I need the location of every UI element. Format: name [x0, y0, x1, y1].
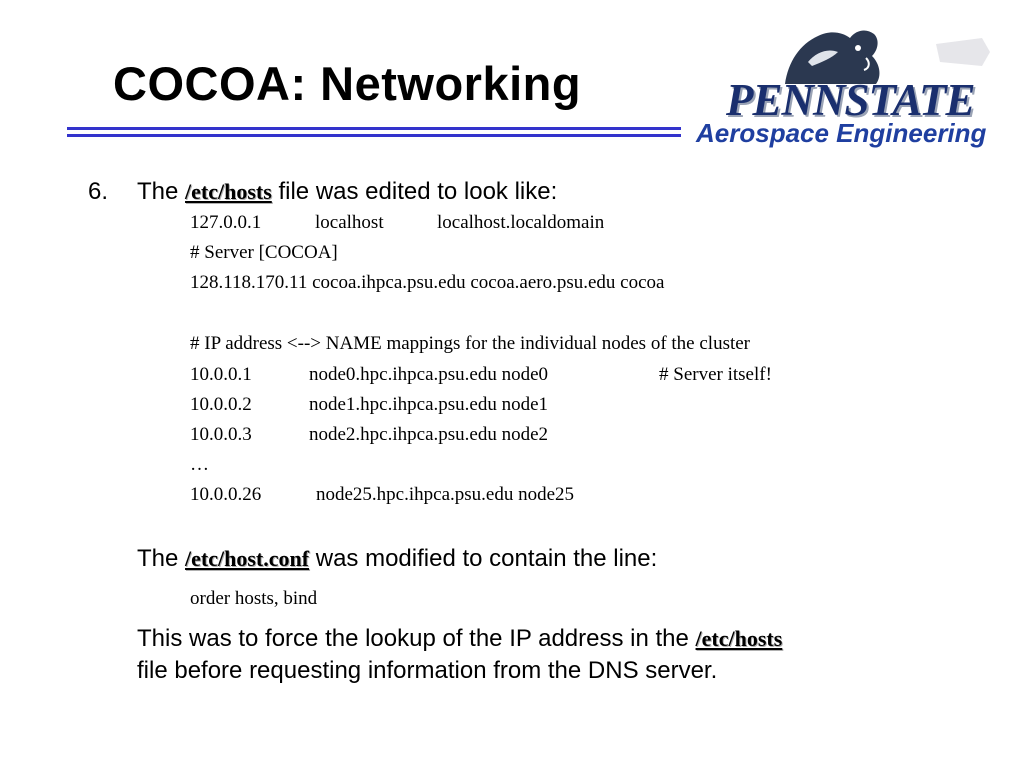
intro-pre-text: The: [137, 178, 179, 205]
conf-post-text: was modified to contain the line:: [315, 545, 658, 572]
hosts-line-4: # IP address <--> NAME mappings for the individual nodes of the cluster: [190, 333, 751, 354]
pennstate-logo: [690, 22, 1020, 152]
hosts-line-1-ip: 127.0.0.1: [190, 212, 262, 233]
hosts-line-3: 128.118.170.11 cocoa.ihpca.psu.edu cocoa.aero.psu.edu cocoa: [190, 272, 665, 293]
item6-intro: [137, 177, 557, 207]
hosts-line-7-host: node2.hpc.ihpca.psu.edu node2: [309, 424, 549, 445]
hosts-line-9-host: node25.hpc.ihpca.psu.edu node25: [316, 484, 575, 505]
force-pre-text: This was to force the lookup of the IP address in the: [137, 625, 689, 652]
hosts-line-6-host: node1.hpc.ihpca.psu.edu node1: [309, 394, 549, 415]
force-lookup-line-2: file before requesting information from the DNS server.: [137, 657, 718, 684]
etc-hosts-path-2: /etc/hosts: [695, 626, 783, 651]
list-number: 6.: [88, 178, 109, 205]
hosts-line-9: [190, 484, 690, 506]
hosts-line-5: [190, 364, 830, 386]
hosts-line-9-ip: 10.0.0.26: [190, 484, 262, 505]
hosts-line-1: [190, 212, 690, 234]
hosts-line-6: [190, 394, 690, 416]
pennstate-wordmark: PENNSTATE: [726, 75, 975, 125]
hosts-line-2: # Server [COCOA]: [190, 242, 338, 263]
host-conf-paragraph: [137, 544, 657, 574]
conf-pre-text: The: [137, 545, 179, 572]
hosts-line-1-name: localhost: [315, 212, 384, 233]
hosts-line-5-ip: 10.0.0.1: [190, 364, 252, 385]
department-name: Aerospace Engineering: [696, 118, 987, 148]
force-lookup-line-1: [137, 624, 782, 654]
hosts-line-5-host: node0.hpc.ihpca.psu.edu node0: [309, 364, 549, 385]
slide-title: COCOA: Networking: [113, 57, 582, 110]
title-rule-bottom: [67, 134, 681, 137]
title-rule-top: [67, 127, 681, 130]
intro-post-text: file was edited to look like:: [278, 178, 558, 205]
etc-hosts-path: /etc/hosts: [185, 179, 272, 204]
hosts-line-7: [190, 424, 690, 446]
hosts-line-5-comment: # Server itself!: [659, 364, 772, 385]
hosts-line-6-ip: 10.0.0.2: [190, 394, 252, 415]
hosts-line-ellipsis: …: [190, 454, 209, 475]
hosts-line-1-alias: localhost.localdomain: [437, 212, 605, 233]
etc-host-conf-path: /etc/host.conf: [185, 546, 310, 571]
hosts-line-7-ip: 10.0.0.3: [190, 424, 252, 445]
host-conf-line: order hosts, bind: [190, 588, 318, 609]
